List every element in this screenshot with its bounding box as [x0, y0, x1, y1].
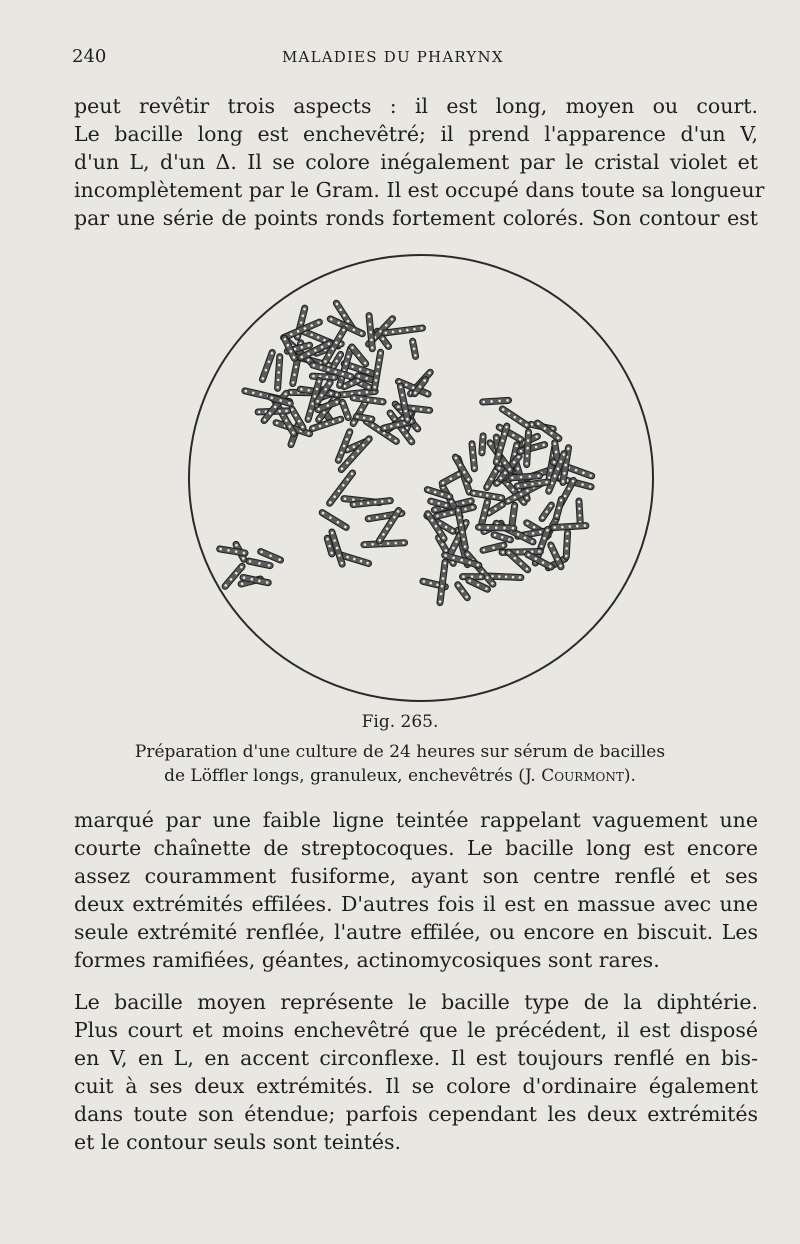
- text-line: cuit à ses deux extrémités. Il se colore d'ordinaire également: [74, 1074, 758, 1098]
- bacillus: [438, 470, 463, 488]
- text-line: Le bacille moyen représente le bacille type de la diphtérie.: [74, 990, 758, 1014]
- bacillus: [479, 433, 487, 456]
- bacillus: [216, 545, 248, 556]
- microscope-field-circle: [189, 255, 653, 701]
- bacillus: [576, 498, 584, 526]
- bacillus: [318, 508, 350, 531]
- caption-line: [100, 764, 700, 788]
- text-line: Le bacille long est enchevêtré; il prend l'apparence d'un V,: [74, 122, 758, 146]
- text-line: incomplètement par le Gram. Il est occupé dans toute sa longueur: [74, 178, 765, 202]
- bacillus: [469, 440, 478, 472]
- bacillus: [361, 540, 408, 548]
- text-line: courte chaînette de streptocoques. Le bacille long est encore: [74, 836, 758, 860]
- bacillus: [309, 373, 337, 381]
- text-line: assez couramment fusiforme, ayant son centre renflé et ses: [74, 864, 758, 888]
- figure-label: Fig. 265.: [361, 712, 439, 732]
- bacillus: [424, 486, 454, 501]
- text-line: dans toute son étendue; parfois cependant les deux extrémités: [74, 1102, 758, 1126]
- text-line: par une série de points ronds fortement colorés. Son contour est: [74, 206, 758, 230]
- caption-text: de Löffler longs, granuleux, enchevêtrés (J.: [164, 766, 542, 786]
- caption-author: Courmont: [541, 766, 624, 786]
- text-line: deux extrémités effilées. D'autres fois il est en massue avec une: [74, 892, 758, 916]
- figure-caption: [100, 740, 700, 788]
- text-line: marqué par une faible ligne teintée rappelant vaguement une: [74, 808, 758, 832]
- bacilli-cluster: [216, 299, 595, 606]
- caption-line: Préparation d'une culture de 24 heures sur sérum de bacilles: [134, 742, 666, 762]
- caption-text: ).: [623, 766, 636, 786]
- bacillus: [245, 558, 273, 570]
- bacillus: [274, 353, 283, 391]
- text-line: et le contour seuls sont teintés.: [74, 1130, 402, 1154]
- bacillus: [563, 529, 571, 560]
- running-head: MALADIES DU PHARYNX: [282, 48, 504, 66]
- bacillus: [259, 349, 276, 384]
- bacillus: [480, 397, 512, 405]
- microscope-field-illustration: [186, 252, 656, 704]
- text-line: d'un L, d'un Δ. Il se colore inégalement par le cristal violet et: [74, 150, 758, 174]
- bacillus: [409, 338, 419, 360]
- microscope-figure: [186, 252, 656, 704]
- page-header: [72, 46, 760, 76]
- text-line: formes ramifiées, géantes, actinomycosiques sont rares.: [74, 948, 660, 972]
- text-line: Plus court et moins enchevêtré que le précédent, il est disposé: [74, 1018, 758, 1042]
- bacillus: [524, 429, 532, 468]
- text-line: peut revêtir trois aspects : il est long, moyen ou court.: [74, 94, 758, 118]
- text-line: en V, en L, en accent circonflexe. Il est toujours renflé en bis-: [74, 1046, 758, 1070]
- page-number: 240: [72, 46, 107, 67]
- text-line: seule extrémité renflée, l'autre effilée, ou encore en biscuit. Les: [74, 920, 758, 944]
- paragraph-1: [74, 92, 765, 232]
- paragraph-2: [74, 806, 758, 974]
- paragraph-3: [74, 988, 758, 1156]
- bacillus: [475, 524, 516, 531]
- bacillus: [553, 496, 565, 521]
